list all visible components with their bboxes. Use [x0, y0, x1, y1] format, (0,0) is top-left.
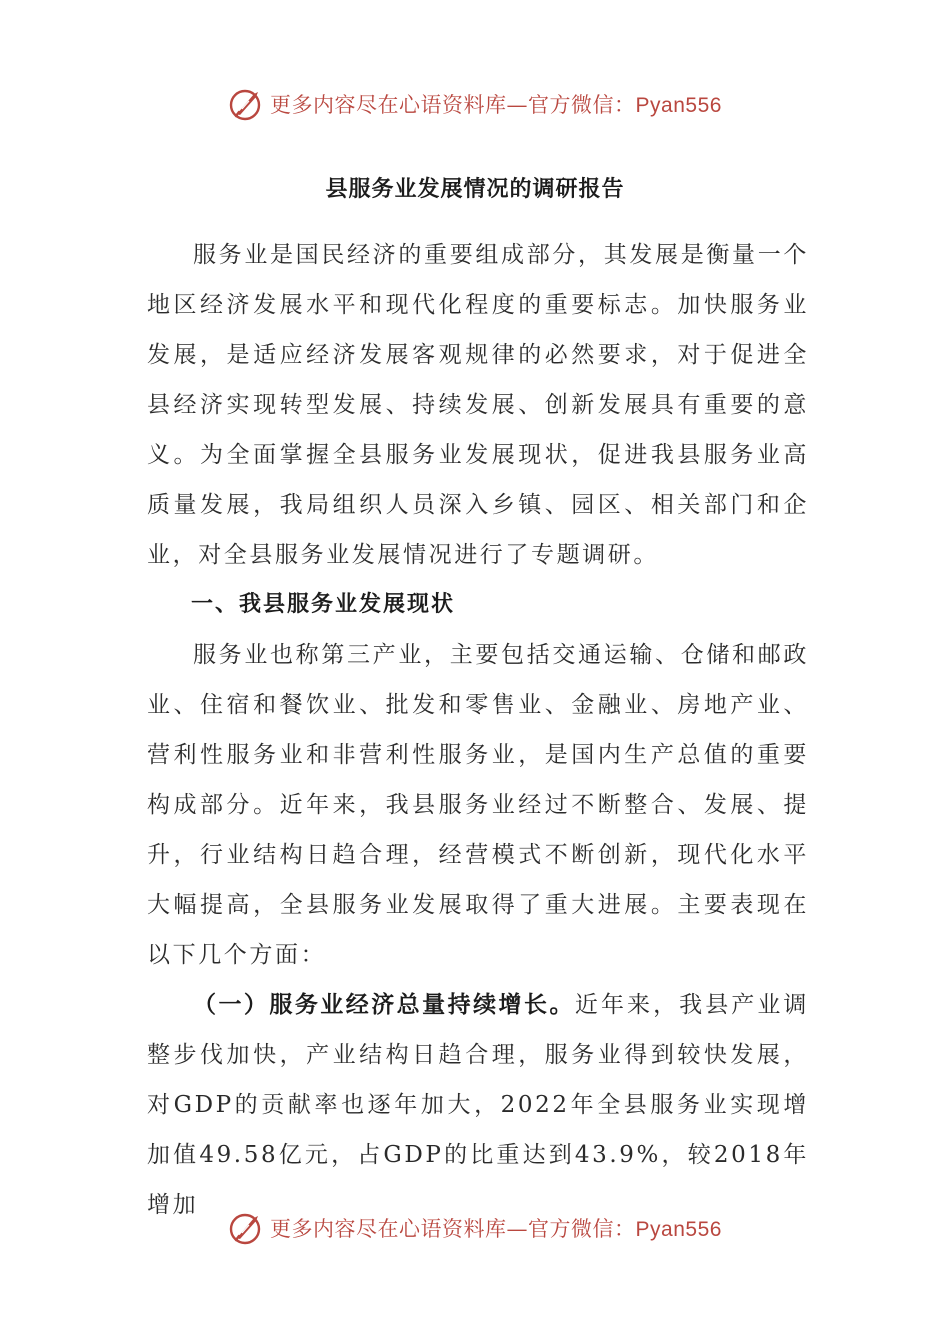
header-watermark-banner: [0, 84, 950, 124]
section-heading: 一、我县服务业发展现状: [191, 592, 456, 617]
watermark-wechat-id: Pyan556: [635, 94, 722, 117]
section-paragraph: 服务业也称第三产业，主要包括交通运输、仓储和邮政业、住宿和餐饮业、批发和零售业、金融业、房地产业、营利性服务业和非营利性服务业，是国内生产总值的重要构成部分。近年来，我县服务业经过不断整合、发展、提升，行业结构日趋合理，经营模式不断创新，现代化水平大幅提高，全县服务业发展取得了重大进展。主要表现在以下几个方面：: [147, 642, 809, 968]
document-body: [147, 230, 809, 1230]
quill-pen-logo-icon: [228, 1210, 264, 1246]
subsection-paragraph: [147, 980, 809, 1230]
watermark-text: 更多内容尽在心语资料库—官方微信：: [270, 1217, 636, 1241]
subsection-lead: （一）服务业经济总量持续增长。: [193, 992, 575, 1018]
watermark-text: 更多内容尽在心语资料库—官方微信：: [270, 93, 636, 117]
subsection-body: 近年来，我县产业调整步伐加快，产业结构日趋合理，服务业得到较快发展，对GDP的贡献率也逐年加大，2022年全县服务业实现增加值49.58亿元，占GDP的比重达到43.9%，较2018年增加: [147, 992, 810, 1218]
quill-pen-logo-icon: [228, 86, 264, 122]
watermark-wechat-id: Pyan556: [635, 1218, 722, 1241]
document-title: 县服务业发展情况的调研报告: [325, 177, 625, 202]
intro-paragraph: 服务业是国民经济的重要组成部分，其发展是衡量一个地区经济发展水平和现代化程度的重要标志。加快服务业发展，是适应经济发展客观规律的必然要求，对于促进全县经济实现转型发展、持续发展、创新发展具有重要的意义。为全面掌握全县服务业发展现状，促进我县服务业高质量发展，我局组织人员深入乡镇、园区、相关部门和企业，对全县服务业发展情况进行了专题调研。: [147, 242, 809, 568]
footer-watermark-banner: [0, 1208, 950, 1248]
